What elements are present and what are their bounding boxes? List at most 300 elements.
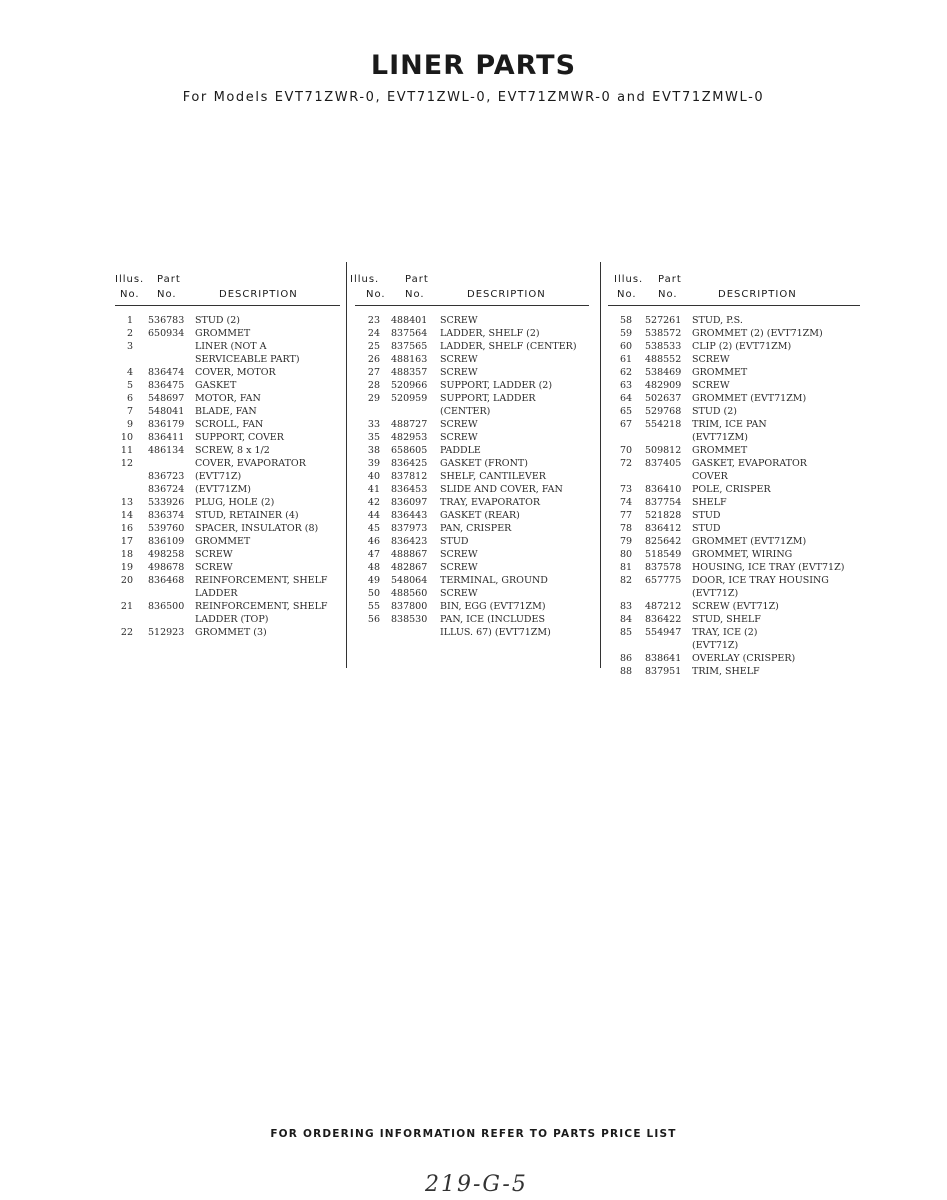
illus-number: 64	[620, 393, 633, 404]
column-divider	[600, 262, 601, 668]
part-description: SCREW	[195, 562, 233, 573]
illus-number: 17	[120, 536, 133, 547]
illus-number: 4	[126, 367, 133, 378]
illus-number: 35	[367, 432, 380, 443]
part-description: STUD (2)	[195, 315, 240, 326]
illus-no-header: No.	[120, 289, 140, 300]
part-description: GROMMET, WIRING	[692, 549, 793, 560]
part-description: SCREW	[440, 367, 478, 378]
part-row	[620, 457, 850, 470]
illus-number: 38	[367, 445, 380, 456]
part-row	[620, 561, 850, 574]
part-description: SUPPORT, COVER	[195, 432, 284, 443]
header-rule	[608, 305, 860, 306]
part-number: 548697	[148, 393, 185, 404]
illus-number: 13	[120, 497, 133, 508]
part-number: 838641	[645, 653, 682, 664]
part-row	[367, 535, 589, 548]
illus-number: 67	[620, 419, 633, 430]
description-header: DESCRIPTION	[219, 289, 298, 300]
parts-list	[620, 314, 850, 678]
illus-number: 84	[620, 614, 633, 625]
illus-number: 22	[120, 627, 133, 638]
part-description: STUD	[692, 523, 721, 534]
part-number: 498678	[148, 562, 185, 573]
part-description: TRIM, ICE PAN	[692, 419, 767, 430]
illus-number: 74	[620, 497, 633, 508]
part-row	[367, 431, 589, 444]
part-number: 836443	[391, 510, 428, 521]
part-no-header: No.	[658, 289, 678, 300]
part-number: 837951	[645, 666, 682, 677]
part-row	[620, 379, 850, 392]
part-row	[115, 587, 340, 600]
part-row	[367, 600, 589, 613]
part-row	[367, 496, 589, 509]
part-description: BLADE, FAN	[195, 406, 257, 417]
part-no-header: No.	[405, 289, 425, 300]
part-number: 502637	[645, 393, 682, 404]
illus-number: 28	[367, 380, 380, 391]
part-row	[620, 652, 850, 665]
part-row	[620, 353, 850, 366]
part-row	[620, 574, 850, 587]
part-row	[367, 340, 589, 353]
part-row	[620, 405, 850, 418]
part-number: 836374	[148, 510, 185, 521]
illus-number: 81	[620, 562, 633, 573]
part-number: 538572	[645, 328, 682, 339]
part-description: ILLUS. 67) (EVT71ZM)	[440, 627, 551, 638]
illus-header: Illus.	[350, 274, 380, 285]
part-number: 836411	[148, 432, 185, 443]
illus-number: 20	[120, 575, 133, 586]
description-header: DESCRIPTION	[467, 289, 546, 300]
illus-number: 56	[367, 614, 380, 625]
part-row	[367, 418, 589, 431]
part-description: SCREW	[692, 354, 730, 365]
part-row	[367, 613, 589, 626]
illus-number: 49	[367, 575, 380, 586]
part-description: SCREW	[440, 315, 478, 326]
part-row	[620, 639, 850, 652]
part-row	[115, 340, 340, 353]
part-number: 538533	[645, 341, 682, 352]
handwritten-code: 219-G-5	[425, 1172, 528, 1197]
illus-number: 18	[120, 549, 133, 560]
part-number: 836724	[148, 484, 185, 495]
part-description: GASKET (FRONT)	[440, 458, 528, 469]
part-description: COVER, MOTOR	[195, 367, 276, 378]
part-row	[367, 587, 589, 600]
part-number: 498258	[148, 549, 185, 560]
part-row	[367, 574, 589, 587]
part-description: STUD	[692, 510, 721, 521]
part-description: GROMMET	[195, 328, 251, 339]
part-description: DOOR, ICE TRAY HOUSING	[692, 575, 829, 586]
illus-number: 46	[367, 536, 380, 547]
part-number: 837578	[645, 562, 682, 573]
part-description: STUD, P.S.	[692, 315, 743, 326]
part-number: 837754	[645, 497, 682, 508]
part-row	[115, 561, 340, 574]
part-row	[620, 431, 850, 444]
part-number: 533926	[148, 497, 185, 508]
part-number: 836179	[148, 419, 185, 430]
illus-number: 79	[620, 536, 633, 547]
part-row	[115, 379, 340, 392]
part-number: 488560	[391, 588, 428, 599]
illus-number: 77	[620, 510, 633, 521]
part-row	[620, 366, 850, 379]
part-row	[115, 314, 340, 327]
part-number: 539760	[148, 523, 185, 534]
illus-number: 11	[120, 445, 133, 456]
part-number: 488552	[645, 354, 682, 365]
part-description: SCREW	[195, 549, 233, 560]
part-number: 482867	[391, 562, 428, 573]
part-no-header: No.	[157, 289, 177, 300]
part-row	[367, 522, 589, 535]
illus-number: 6	[126, 393, 133, 404]
part-number: 837812	[391, 471, 428, 482]
part-header: Part	[157, 274, 181, 285]
part-number: 488727	[391, 419, 428, 430]
part-description: (EVT71Z)	[692, 640, 739, 651]
part-number: 825642	[645, 536, 682, 547]
part-number: 548064	[391, 575, 428, 586]
part-row	[115, 535, 340, 548]
illus-no-header: No.	[366, 289, 386, 300]
part-description: POLE, CRISPER	[692, 484, 771, 495]
part-number: 509812	[645, 445, 682, 456]
part-number: 527261	[645, 315, 682, 326]
part-number: 837564	[391, 328, 428, 339]
column-header	[350, 268, 589, 306]
part-number: 512923	[148, 627, 185, 638]
illus-number: 25	[367, 341, 380, 352]
part-description: SCROLL, FAN	[195, 419, 264, 430]
illus-number: 23	[367, 315, 380, 326]
part-header: Part	[405, 274, 429, 285]
part-row	[620, 522, 850, 535]
illus-number: 73	[620, 484, 633, 495]
illus-number: 59	[620, 328, 633, 339]
part-number: 837405	[645, 458, 682, 469]
illus-number: 9	[126, 419, 133, 430]
description-header: DESCRIPTION	[718, 289, 797, 300]
part-description: SPACER, INSULATOR (8)	[195, 523, 319, 534]
part-description: (EVT71ZM)	[692, 432, 748, 443]
part-number: 486134	[148, 445, 185, 456]
part-description: SCREW	[440, 549, 478, 560]
part-description: SCREW	[440, 419, 478, 430]
part-number: 836410	[645, 484, 682, 495]
part-description: SCREW, 8 x 1/2	[195, 445, 270, 456]
illus-number: 70	[620, 445, 633, 456]
part-number: 520959	[391, 393, 428, 404]
part-description: STUD	[440, 536, 469, 547]
header-rule	[355, 305, 589, 306]
part-number: 482909	[645, 380, 682, 391]
illus-number: 82	[620, 575, 633, 586]
part-description: TERMINAL, GROUND	[440, 575, 548, 586]
part-row	[620, 483, 850, 496]
part-row	[367, 561, 589, 574]
illus-number: 60	[620, 341, 633, 352]
part-number: 836412	[645, 523, 682, 534]
illus-number: 40	[367, 471, 380, 482]
illus-number: 83	[620, 601, 633, 612]
part-row	[115, 626, 340, 639]
part-number: 837800	[391, 601, 428, 612]
illus-number: 63	[620, 380, 633, 391]
part-description: LADDER (TOP)	[195, 614, 269, 625]
illus-no-header: No.	[617, 289, 637, 300]
part-number: 650934	[148, 328, 185, 339]
illus-number: 33	[367, 419, 380, 430]
part-description: GASKET (REAR)	[440, 510, 520, 521]
illus-header: Illus.	[614, 274, 644, 285]
part-description: LADDER	[195, 588, 238, 599]
illus-number: 47	[367, 549, 380, 560]
illus-number: 10	[120, 432, 133, 443]
part-description: LINER (NOT A	[195, 341, 267, 352]
part-description: SUPPORT, LADDER	[440, 393, 536, 404]
part-number: 837565	[391, 341, 428, 352]
part-row	[620, 418, 850, 431]
part-description: (CENTER)	[440, 406, 491, 417]
part-row	[367, 366, 589, 379]
part-number: 838530	[391, 614, 428, 625]
illus-number: 1	[126, 315, 133, 326]
part-description: PLUG, HOLE (2)	[195, 497, 275, 508]
illus-number: 41	[367, 484, 380, 495]
illus-number: 29	[367, 393, 380, 404]
part-number: 520966	[391, 380, 428, 391]
illus-number: 14	[120, 510, 133, 521]
illus-number: 24	[367, 328, 380, 339]
part-description: PAN, ICE (INCLUDES	[440, 614, 545, 625]
part-number: 488357	[391, 367, 428, 378]
part-row	[115, 431, 340, 444]
part-row	[115, 548, 340, 561]
part-row	[115, 509, 340, 522]
part-row	[620, 613, 850, 626]
part-description: SCREW	[440, 432, 478, 443]
illus-number: 86	[620, 653, 633, 664]
part-number: 836097	[391, 497, 428, 508]
part-row	[115, 496, 340, 509]
part-number: 488163	[391, 354, 428, 365]
part-description: SCREW (EVT71Z)	[692, 601, 779, 612]
part-description: PADDLE	[440, 445, 481, 456]
illus-number: 85	[620, 627, 633, 638]
part-row	[367, 626, 589, 639]
part-description: GROMMET (2) (EVT71ZM)	[692, 328, 823, 339]
part-number: 837973	[391, 523, 428, 534]
parts-column-1	[115, 268, 340, 639]
part-row	[115, 522, 340, 535]
part-number: 548041	[148, 406, 185, 417]
part-row	[620, 327, 850, 340]
parts-column-3	[614, 268, 850, 678]
page-subtitle: For Models EVT71ZWR-0, EVT71ZWL-0, EVT71ZMWR-0 and EVT71ZMWL-0	[182, 90, 765, 105]
part-number: 657775	[645, 575, 682, 586]
part-description: PAN, CRISPER	[440, 523, 512, 534]
part-row	[115, 444, 340, 457]
part-number: 836109	[148, 536, 185, 547]
illus-number: 19	[120, 562, 133, 573]
illus-number: 45	[367, 523, 380, 534]
illus-number: 55	[367, 601, 380, 612]
part-description: GROMMET (EVT71ZM)	[692, 393, 807, 404]
part-description: SUPPORT, LADDER (2)	[440, 380, 553, 391]
part-row	[620, 600, 850, 613]
illus-number: 50	[367, 588, 380, 599]
illus-number: 72	[620, 458, 633, 469]
illus-number: 7	[126, 406, 133, 417]
illus-number: 44	[367, 510, 380, 521]
part-row	[620, 665, 850, 678]
header-rule	[115, 305, 340, 306]
part-description: LADDER, SHELF (CENTER)	[440, 341, 577, 352]
part-description: BIN, EGG (EVT71ZM)	[440, 601, 546, 612]
part-row	[367, 483, 589, 496]
part-description: GROMMET	[692, 445, 748, 456]
illus-number: 61	[620, 354, 633, 365]
illus-number: 48	[367, 562, 380, 573]
part-row	[115, 327, 340, 340]
part-row	[620, 340, 850, 353]
parts-list	[367, 314, 589, 639]
part-row	[620, 496, 850, 509]
part-number: 488867	[391, 549, 428, 560]
part-row	[115, 483, 340, 496]
part-description: GROMMET (EVT71ZM)	[692, 536, 807, 547]
part-row	[367, 392, 589, 405]
part-description: CLIP (2) (EVT71ZM)	[692, 341, 792, 352]
illus-number: 16	[120, 523, 133, 534]
part-row	[367, 353, 589, 366]
part-description: GROMMET	[692, 367, 748, 378]
part-row	[620, 535, 850, 548]
part-row	[367, 548, 589, 561]
part-row	[367, 314, 589, 327]
ordering-note: FOR ORDERING INFORMATION REFER TO PARTS PRICE LIST	[270, 1128, 677, 1140]
parts-column-2	[350, 268, 589, 639]
part-row	[115, 392, 340, 405]
part-number: 836468	[148, 575, 185, 586]
part-description: COVER	[692, 471, 728, 482]
part-row	[115, 366, 340, 379]
part-row	[620, 587, 850, 600]
part-number: 488401	[391, 315, 428, 326]
part-row	[620, 444, 850, 457]
part-description: SCREW	[440, 354, 478, 365]
part-row	[367, 444, 589, 457]
part-description: (EVT71Z)	[195, 471, 242, 482]
part-row	[115, 613, 340, 626]
illus-number: 2	[126, 328, 133, 339]
part-description: GASKET, EVAPORATOR	[692, 458, 807, 469]
illus-number: 42	[367, 497, 380, 508]
part-row	[367, 379, 589, 392]
illus-number: 39	[367, 458, 380, 469]
part-number: 658605	[391, 445, 428, 456]
part-row	[620, 548, 850, 561]
part-row	[115, 457, 340, 470]
part-header: Part	[658, 274, 682, 285]
part-description: SHELF	[692, 497, 727, 508]
illus-number: 12	[120, 458, 133, 469]
part-number: 538469	[645, 367, 682, 378]
part-description: STUD, SHELF	[692, 614, 761, 625]
part-row	[115, 405, 340, 418]
illus-number: 26	[367, 354, 380, 365]
illus-number: 78	[620, 523, 633, 534]
part-description: (EVT71Z)	[692, 588, 739, 599]
column-header	[115, 268, 340, 306]
part-number: 836425	[391, 458, 428, 469]
part-number: 836453	[391, 484, 428, 495]
part-description: GROMMET (3)	[195, 627, 267, 638]
part-row	[620, 392, 850, 405]
illus-number: 62	[620, 367, 633, 378]
part-number: 836500	[148, 601, 185, 612]
page-title: LINER PARTS	[370, 50, 577, 81]
part-description: GASKET	[195, 380, 237, 391]
illus-header: Illus.	[115, 274, 145, 285]
part-number: 836474	[148, 367, 185, 378]
part-number: 836422	[645, 614, 682, 625]
part-number: 554947	[645, 627, 682, 638]
illus-number: 58	[620, 315, 633, 326]
part-description: LADDER, SHELF (2)	[440, 328, 540, 339]
part-row	[367, 327, 589, 340]
part-description: MOTOR, FAN	[195, 393, 261, 404]
part-description: SLIDE AND COVER, FAN	[440, 484, 563, 495]
illus-number: 80	[620, 549, 633, 560]
part-description: (EVT71ZM)	[195, 484, 251, 495]
part-row	[620, 626, 850, 639]
part-description: HOUSING, ICE TRAY (EVT71Z)	[692, 562, 845, 573]
part-number: 487212	[645, 601, 682, 612]
illus-number: 3	[126, 341, 133, 352]
illus-number: 88	[620, 666, 633, 677]
part-description: OVERLAY (CRISPER)	[692, 653, 796, 664]
part-number: 836423	[391, 536, 428, 547]
part-number: 482953	[391, 432, 428, 443]
part-description: SHELF, CANTILEVER	[440, 471, 546, 482]
part-description: REINFORCEMENT, SHELF	[195, 601, 328, 612]
part-row	[115, 470, 340, 483]
illus-number: 5	[126, 380, 133, 391]
part-description: SCREW	[440, 562, 478, 573]
part-row	[115, 418, 340, 431]
part-description: STUD (2)	[692, 406, 737, 417]
part-description: TRIM, SHELF	[692, 666, 760, 677]
part-description: SCREW	[440, 588, 478, 599]
part-row	[620, 509, 850, 522]
part-row	[367, 405, 589, 418]
part-row	[620, 314, 850, 327]
part-row	[367, 509, 589, 522]
illus-number: 27	[367, 367, 380, 378]
part-description: REINFORCEMENT, SHELF	[195, 575, 328, 586]
column-header	[614, 268, 850, 306]
illus-number: 65	[620, 406, 633, 417]
